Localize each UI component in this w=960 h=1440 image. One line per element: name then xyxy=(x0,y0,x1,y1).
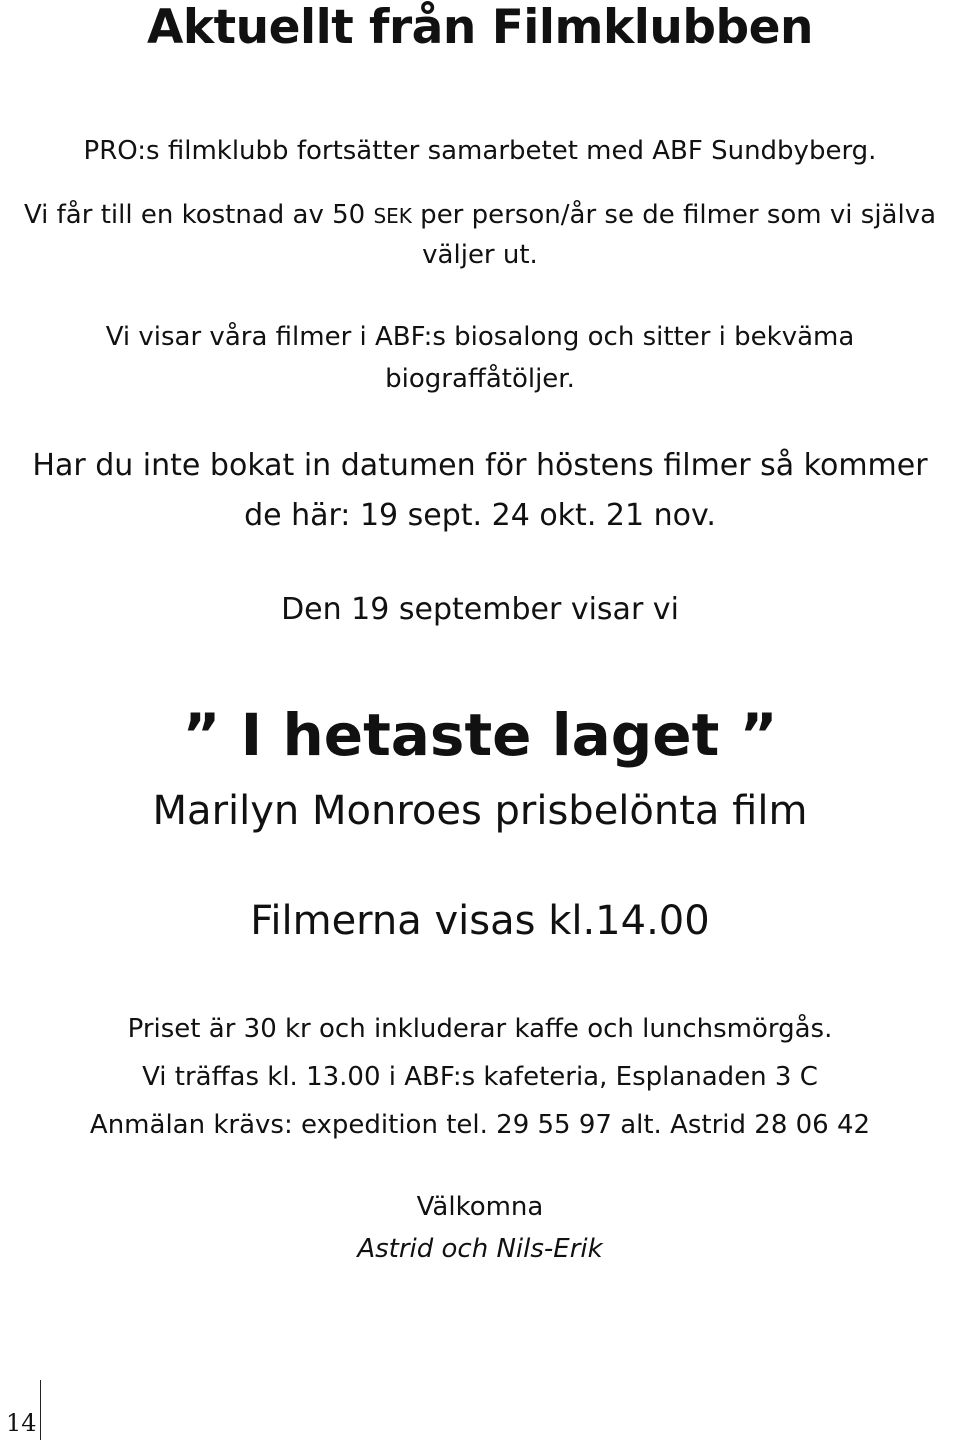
showtime: Filmerna visas kl.14.00 xyxy=(250,898,710,944)
announcement: Den 19 september visar vi xyxy=(281,592,679,627)
venue-line-1: Vi visar våra filmer i ABF:s biosalong och sitter i bekväma xyxy=(105,322,855,352)
intro-line-2-post: per person/år se de filmer som vi själva xyxy=(411,200,937,230)
currency-unit: SEK xyxy=(373,204,412,228)
intro-line-1: PRO:s filmklubb fortsätter samarbetet med ABF Sundbyberg. xyxy=(83,136,877,166)
welcome-text: Välkomna xyxy=(416,1192,544,1222)
dates-line-1: Har du inte bokat in datumen för höstens filmer så kommer xyxy=(32,448,928,483)
intro-line-3: väljer ut. xyxy=(422,240,538,270)
price-info: Priset är 30 kr och inkluderar kaffe och lunchsmörgås. xyxy=(127,1014,833,1044)
film-title: ” I hetaste laget ” xyxy=(182,701,778,769)
page-title: Aktuellt från Filmklubben xyxy=(147,0,813,55)
intro-line-2-pre: Vi får till en kostnad av 50 xyxy=(23,200,374,230)
page-number: 14 xyxy=(6,1409,37,1437)
venue-line-2: biograffåtöljer. xyxy=(385,364,575,394)
signup-info: Anmälan krävs: expedition tel. 29 55 97 alt. Astrid 28 06 42 xyxy=(89,1110,871,1140)
meeting-info: Vi träffas kl. 13.00 i ABF:s kafeteria, Esplanaden 3 C xyxy=(142,1062,818,1092)
intro-line-2 xyxy=(0,198,960,233)
film-subtitle: Marilyn Monroes prisbelönta film xyxy=(152,788,808,834)
page-margin-rule xyxy=(40,1380,41,1440)
dates-line-2: de här: 19 sept. 24 okt. 21 nov. xyxy=(244,498,716,533)
signature: Astrid och Nils-Erik xyxy=(357,1234,603,1264)
